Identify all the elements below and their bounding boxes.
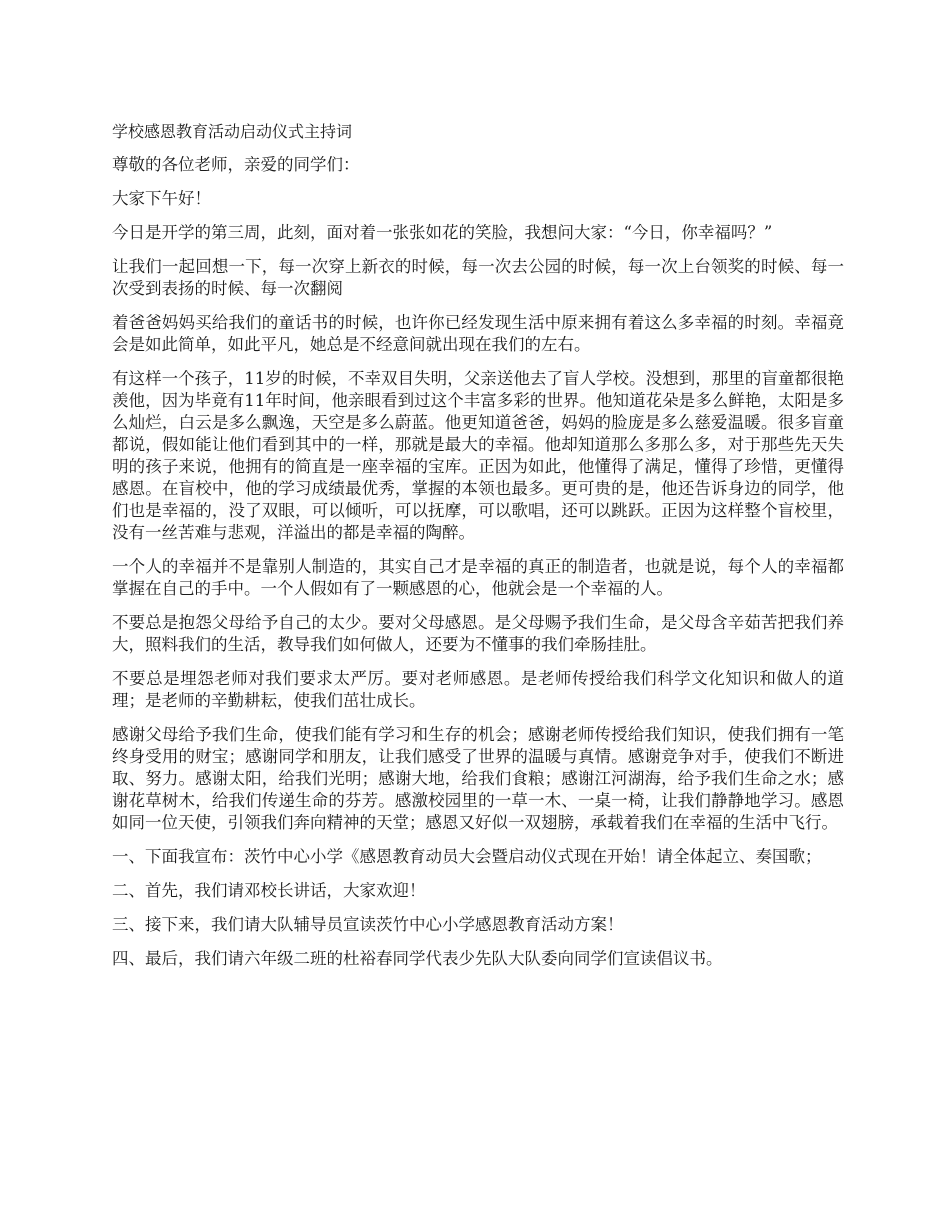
greeting-paragraph: 尊敬的各位老师，亲爱的同学们： <box>112 155 360 174</box>
gratitude-paragraph: 感谢父母给予我们生命，使我们能有学习和生存的机会；感谢老师传授给我们知识，使我们拥有一笔终身受用的财宝；感谢同学和朋友，让我们感受了世界的温暖与真情。感谢竞争对手，使我们不断进取、努力。感谢太阳，给我们光明；感谢大地，给我们食粮；感谢江河湖海，给予我们生命之水；感谢花草树木，给我们传递生命的芬芳。感激校园里的一草一木、一桌一椅，让我们静静地学习。感恩如同一位天使，引领我们奔向精神的天堂；感恩又好似一双翅膀，承载着我们在幸福的生活中飞行。 <box>112 725 844 832</box>
body-paragraph: 不要总是埋怨老师对我们要求太严厉。要对老师感恩。是老师传授给我们科学文化知识和做人的道理；是老师的辛勤耕耘，使我们茁壮成长。 <box>112 669 844 710</box>
body-paragraph: 不要总是抱怨父母给予自己的太少。要对父母感恩。是父母赐予我们生命，是父母含辛茹苦把我们养大，照料我们的生活，教导我们如何做人，还要为不懂事的我们牵肠挂肚。 <box>112 613 844 654</box>
agenda-item-2: 二、首先，我们请邓校长讲话，大家欢迎！ <box>112 881 426 900</box>
agenda-item-4: 四、最后，我们请六年级二班的杜裕春同学代表少先队大队委向同学们宣读倡议书。 <box>112 949 723 968</box>
body-paragraph: 今日是开学的第三周，此刻，面对着一张张如花的笑脸，我想问大家：“今日，你幸福吗？” <box>112 223 773 242</box>
body-paragraph: 让我们一起回想一下，每一次穿上新衣的时候，每一次去公园的时候，每一次上台领奖的时候、每一次受到表扬的时候、每一次翻阅 <box>112 257 844 298</box>
agenda-item-3: 三、接下来，我们请大队辅导员宣读茨竹中心小学感恩教育活动方案！ <box>112 915 624 934</box>
agenda-item-1: 一、下面我宣布：茨竹中心小学《感恩教育动员大会暨启动仪式现在开始！请全体起立、奏国歌； <box>112 847 822 866</box>
document-page <box>112 120 844 982</box>
salutation-paragraph: 大家下午好！ <box>112 189 211 208</box>
story-paragraph: 有这样一个孩子，11岁的时候，不幸双目失明，父亲送他去了盲人学校。没想到，那里的盲童都很艳羡他，因为毕竟有11年时间，他亲眼看到过这个丰富多彩的世界。他知道花朵是多么鲜艳，太阳是多么灿烂，白云是多么飘逸，天空是多么蔚蓝。他更知道爸爸，妈妈的脸庞是多么慈爱温暖。很多盲童都说，假如能让他们看到其中的一样，那就是最大的幸福。他却知道那么多那么多，对于那些先天失明的孩子来说，他拥有的简直是一座幸福的宝库。正因为如此，他懂得了满足，懂得了珍惜，更懂得感恩。在盲校中，他的学习成绩最优秀，掌握的本领也最多。更可贵的是，他还告诉身边的同学，他们也是幸福的，没了双眼，可以倾听，可以抚摩，可以歌唱，还可以跳跃。正因为这样整个盲校里，没有一丝苦难与悲观，洋溢出的都是幸福的陶醉。 <box>112 369 844 542</box>
body-paragraph: 一个人的幸福并不是靠别人制造的，其实自己才是幸福的真正的制造者，也就是说，每个人的幸福都掌握在自己的手中。一个人假如有了一颗感恩的心，他就会是一个幸福的人。 <box>112 557 844 598</box>
body-paragraph: 着爸爸妈妈买给我们的童话书的时候，也许你已经发现生活中原来拥有着这么多幸福的时刻。幸福竟会是如此简单，如此平凡，她总是不经意间就出现在我们的左右。 <box>112 313 844 354</box>
document-title: 学校感恩教育活动启动仪式主持词 <box>112 122 353 141</box>
